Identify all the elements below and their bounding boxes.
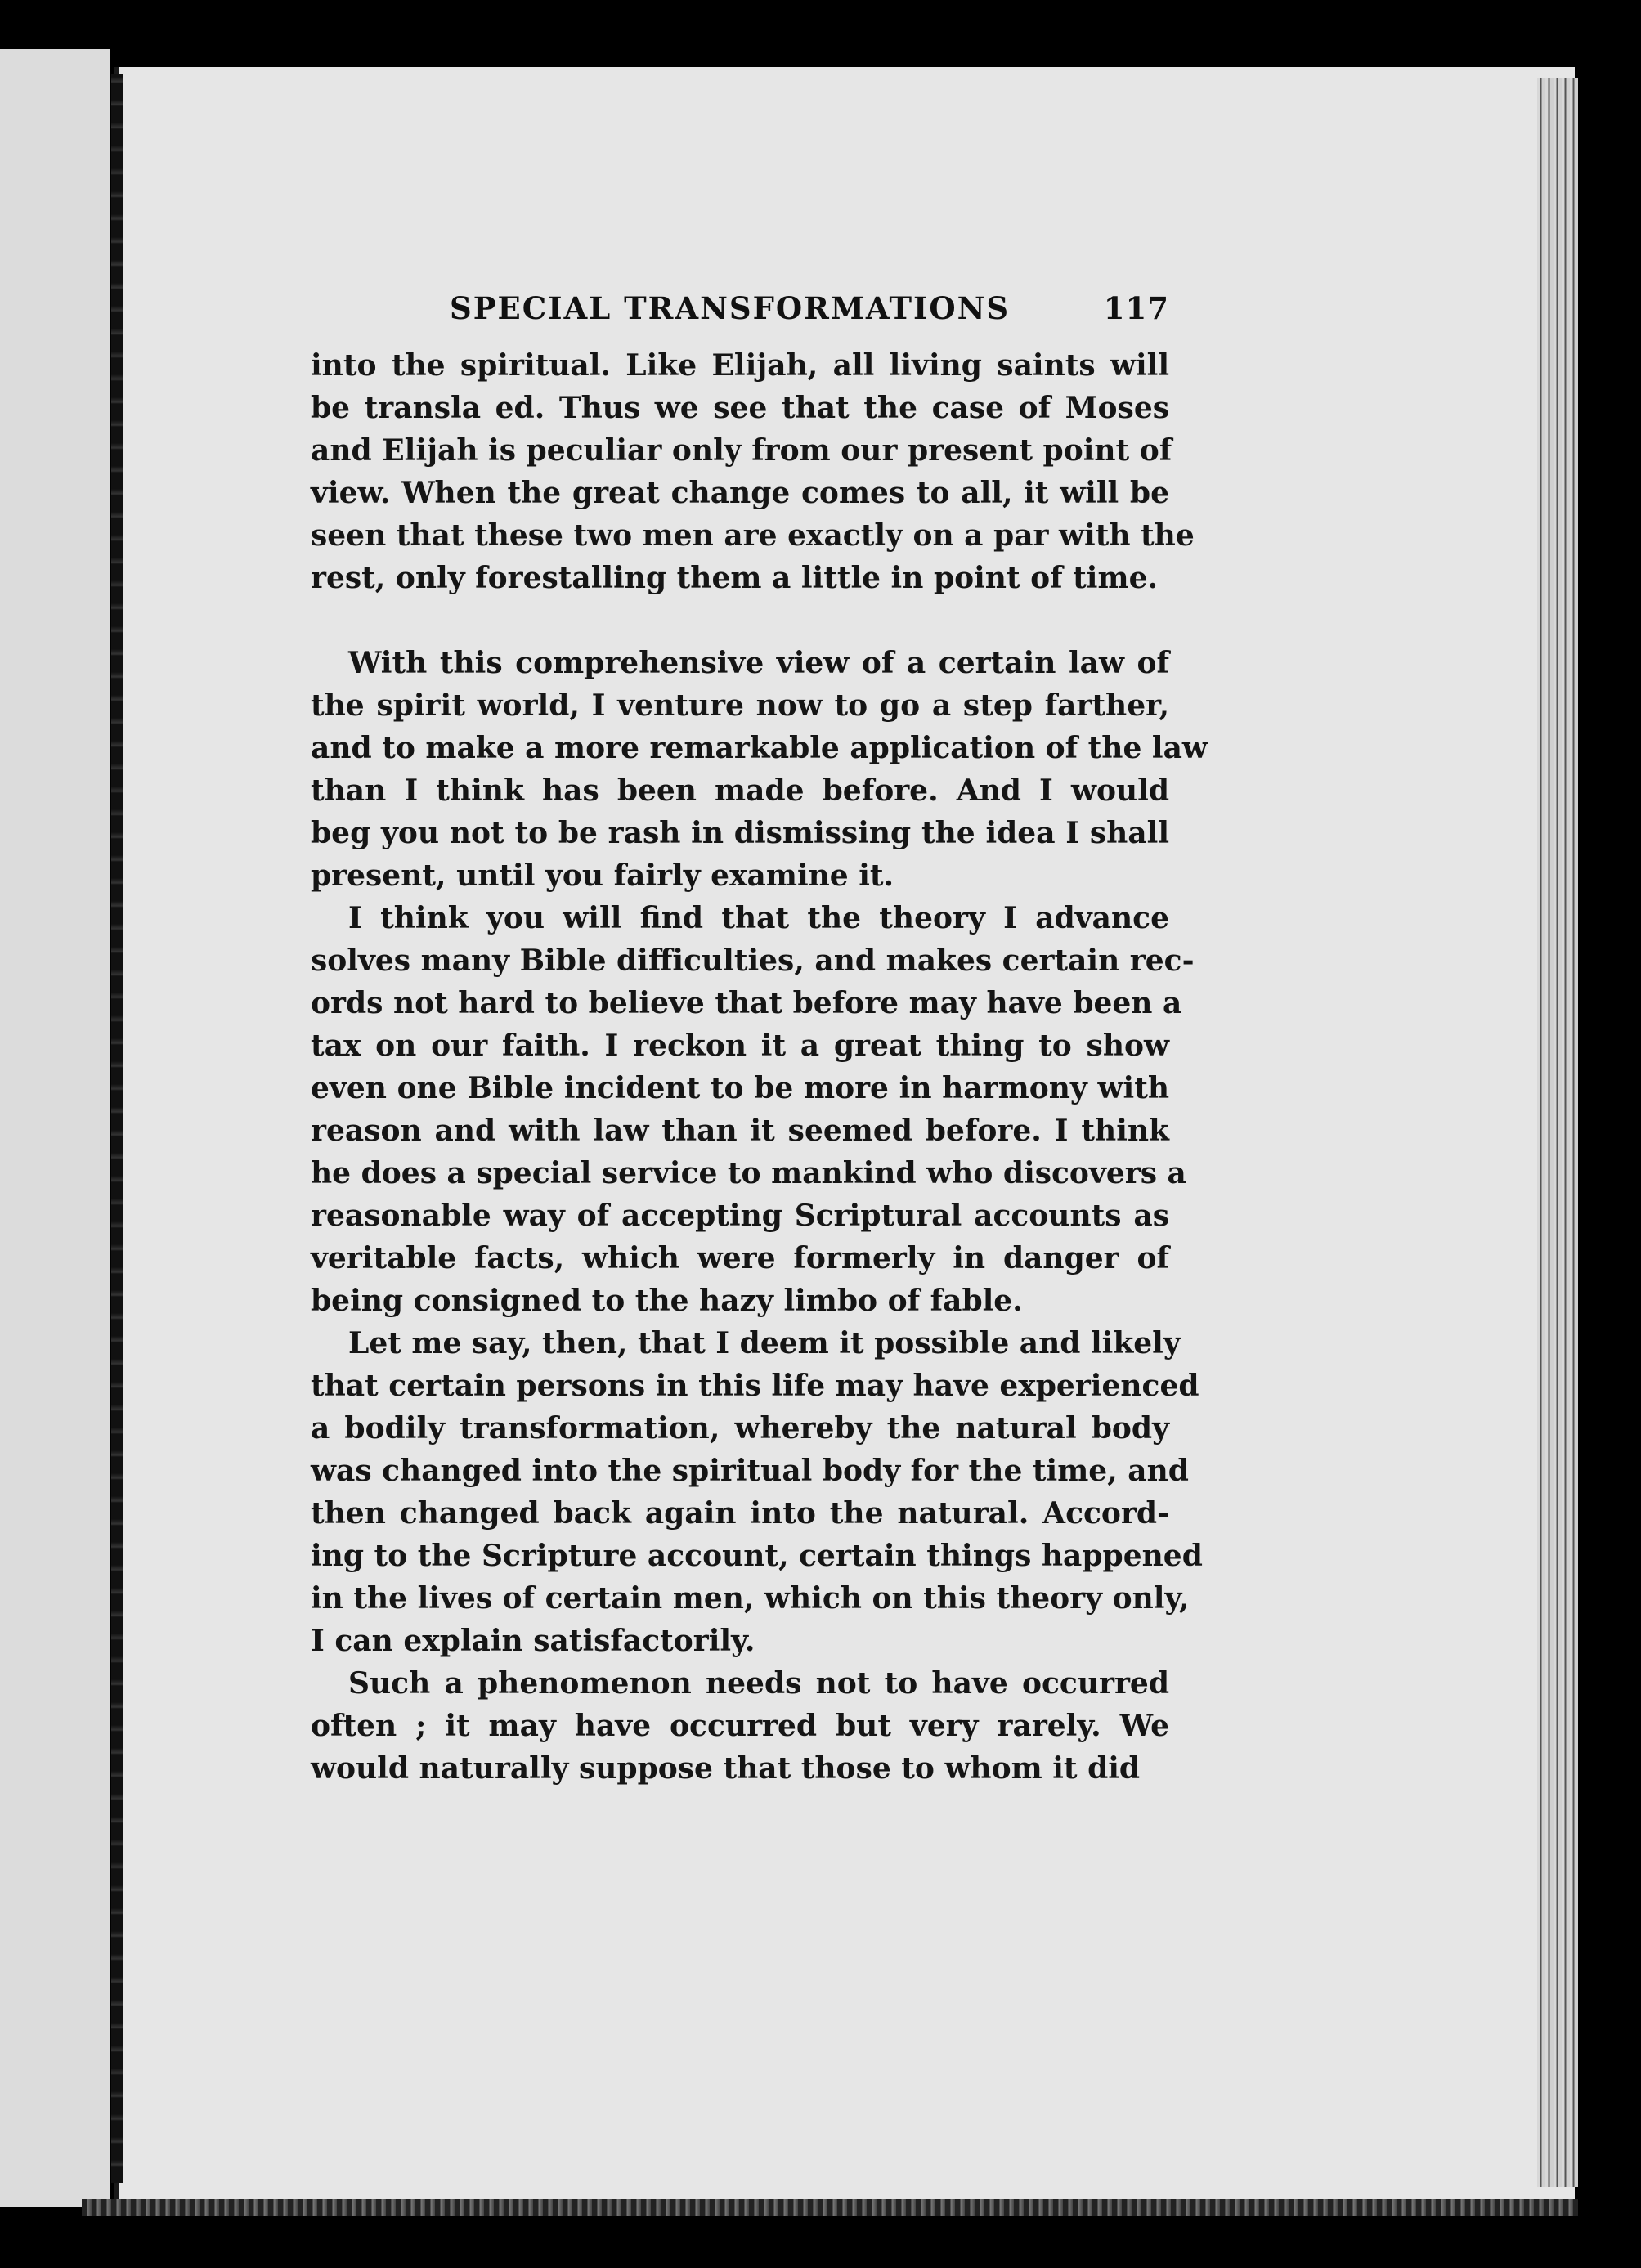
- text-line: tax on our faith. I reckon it a great thing to show: [311, 1029, 1169, 1063]
- text-line: often ; it may have occurred but very rarely. We: [311, 1709, 1169, 1743]
- text-line: I think you will find that the theory I advance: [348, 901, 1169, 935]
- text-line: would naturally suppose that those to whom it did: [311, 1751, 1141, 1786]
- text-line: be transla ed. Thus we see that the case of Moses: [311, 391, 1169, 425]
- text-line: Such a phenomenon needs not to have occurred: [348, 1666, 1169, 1701]
- text-line: ing to the Scripture account, certain things happened: [311, 1539, 1203, 1573]
- text-line: in the lives of certain men, which on this theory only,: [311, 1581, 1190, 1616]
- text-line: that certain persons in this life may have experienced: [311, 1369, 1199, 1403]
- text-line: was changed into the spiritual body for the time, and: [311, 1454, 1189, 1488]
- text-line: and to make a more remarkable application of the law: [311, 731, 1208, 765]
- text-line: he does a special service to mankind who discovers a: [311, 1156, 1186, 1190]
- page-content: [311, 290, 1208, 1790]
- text-line: I can explain satisfactorily.: [311, 1624, 755, 1658]
- text-line: reasonable way of accepting Scriptural accounts as: [311, 1199, 1169, 1233]
- page-edges-right: [1537, 78, 1578, 2187]
- text-line: seen that these two men are exactly on a par with the: [311, 518, 1195, 553]
- paragraph: [311, 642, 1208, 897]
- page-number: 117: [1103, 290, 1169, 326]
- text-line: a bodily transformation, whereby the natural body: [311, 1411, 1169, 1446]
- text-line: ords not hard to believe that before may have been a: [311, 986, 1182, 1020]
- text-line: then changed back again into the natural. Accord-: [311, 1496, 1169, 1531]
- running-title: SPECIAL TRANSFORMATIONS: [450, 290, 1011, 326]
- book-gutter: [111, 74, 123, 2183]
- text-line: present, until you fairly examine it.: [311, 858, 894, 893]
- text-line: than I think has been made before. And I would: [311, 773, 1169, 808]
- paragraph: [311, 897, 1195, 1322]
- running-header: [450, 290, 1169, 326]
- text-line: and Elijah is peculiar only from our present point of: [311, 433, 1172, 468]
- text-line: rest, only forestalling them a little in point of time.: [311, 561, 1159, 595]
- text-line: the spirit world, I venture now to go a step farther,: [311, 688, 1169, 723]
- paragraph: [311, 1322, 1203, 1662]
- body-text: [311, 344, 1208, 1790]
- paragraph: [311, 1662, 1169, 1790]
- paragraph: [311, 344, 1195, 599]
- text-line: With this comprehensive view of a certain law of: [348, 646, 1169, 680]
- text-line: Let me say, then, that I deem it possible and likely: [348, 1326, 1181, 1360]
- text-line: solves many Bible difficulties, and makes certain rec-: [311, 944, 1195, 978]
- text-line: view. When the great change comes to all, it will be: [311, 476, 1169, 510]
- page-edges-bottom: [82, 2199, 1578, 2216]
- text-line: being consigned to the hazy limbo of fable.: [311, 1284, 1023, 1318]
- text-line: veritable facts, which were formerly in danger of: [311, 1241, 1169, 1275]
- section-break: [311, 599, 1169, 642]
- text-line: beg you not to be rash in dismissing the idea I shall: [311, 816, 1169, 850]
- text-line: even one Bible incident to be more in harmony with: [311, 1071, 1169, 1105]
- facing-page-edge: [0, 49, 110, 2207]
- text-line: into the spiritual. Like Elijah, all living saints will: [311, 348, 1169, 383]
- text-line: reason and with law than it seemed before. I think: [311, 1114, 1169, 1148]
